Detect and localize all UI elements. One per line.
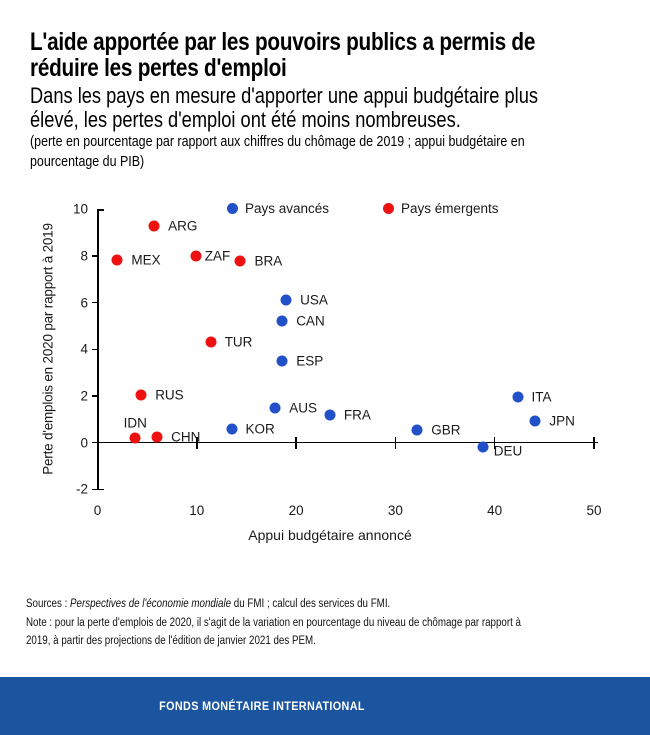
data-point-BRA [235,255,246,266]
x-tick-label: 50 [586,503,602,518]
legend-label-emerging: Pays émergents [401,200,499,216]
y-tick-label: 10 [72,201,88,217]
x-tick-label: 0 [93,503,102,518]
data-point-USA [281,295,292,306]
x-axis-tick [395,437,397,449]
data-point-GBR [412,424,423,435]
data-point-label-FRA: FRA [343,407,371,423]
data-point-label-IDN: IDN [123,415,147,431]
x-tick-label: 40 [487,503,503,518]
data-point-MEX [112,254,123,265]
legend-item-advanced [227,201,329,215]
scatter-chart [0,195,650,555]
title-line-2: réduire les pertes d'emploi [30,54,287,82]
x-axis-title: Appui budgétaire annoncé [248,527,412,543]
data-point-label-CHN: CHN [171,429,201,445]
y-tick-label: 2 [80,388,88,404]
data-point-JPN [530,415,541,426]
data-point-CHN [152,431,163,442]
data-point-label-ITA: ITA [531,389,552,405]
y-axis-tick [92,395,98,397]
y-axis-corner-tick [97,209,104,211]
data-point-TUR [205,337,216,348]
title-line-1: L'aide apportée par les pouvoirs publics a permis de [30,28,536,56]
data-point-RUS [136,389,147,400]
y-tick-label: 4 [80,341,88,357]
data-point-label-RUS: RUS [155,387,184,403]
unit-note [30,132,525,172]
x-tick-label: 30 [387,503,403,518]
data-point-CAN [277,316,288,327]
legend-label-advanced: Pays avancés [245,200,330,216]
data-point-AUS [270,402,281,413]
y-axis-tick [92,302,98,304]
data-point-label-ZAF: ZAF [204,248,231,264]
legend-dot-advanced-icon [227,203,238,214]
y-axis-tick [92,255,98,257]
data-point-ZAF [190,251,201,262]
data-point-label-KOR: KOR [245,421,275,437]
sources-line [26,595,521,614]
data-point-label-AUS: AUS [289,400,317,416]
data-point-FRA [324,409,335,420]
note-line-2: 2019, à partir des projections de l'édition de janvier 2021 des PEM. [26,635,316,647]
data-point-label-GBR: GBR [431,422,461,438]
data-point-label-ARG: ARG [168,218,198,234]
x-tick-label: 20 [288,503,304,518]
y-tick-label: 0 [80,435,88,451]
y-axis-tick [92,489,98,491]
y-tick-label: 8 [80,248,88,264]
legend-dot-emerging-icon [383,203,394,214]
data-point-label-CAN: CAN [296,313,325,329]
data-point-DEU [477,442,488,453]
data-point-IDN [130,433,141,444]
data-point-label-BRA: BRA [254,253,283,269]
page-subtitle [30,84,538,132]
x-axis-tick [295,437,297,449]
data-point-ARG [149,220,160,231]
footer-label: FONDS MONÉTAIRE INTERNATIONAL [159,699,365,713]
unit-note-line-2: pourcentage du PIB) [30,153,145,170]
y-axis-tick [92,349,98,351]
y-tick-label: 6 [80,295,88,311]
footer-bar [0,677,650,735]
y-tick-label: -2 [75,481,88,497]
y-axis-title: Perte d'emplois en 2020 par rapport à 2019 [40,223,56,475]
sources-suffix: du FMI ; calcul des services du FMI. [231,598,391,610]
subtitle-line-1: Dans les pays en mesure d'apporter une appui budgétaire plus [30,83,538,108]
y-axis-tick [92,442,98,444]
data-point-KOR [226,423,237,434]
legend-item-emerging [383,201,499,215]
sources-prefix: Sources : [26,598,71,610]
data-point-ESP [277,356,288,367]
data-point-label-MEX: MEX [131,252,161,268]
data-point-label-DEU: DEU [493,443,523,459]
sources-italic: Perspectives de l'économie mondiale [70,598,232,610]
y-axis-corner-tick [97,489,104,491]
data-point-label-ESP: ESP [296,353,324,369]
data-point-label-TUR: TUR [224,334,253,350]
sources-block [26,595,521,651]
plot-area [0,195,650,555]
data-point-ITA [512,392,523,403]
page-title [30,29,535,81]
note-line-1: Note : pour la perte d'emplois de 2020, il s'agit de la variation en pourcentage du niveau de chômage par rapport à [26,616,521,629]
subtitle-line-2: élevé, les pertes d'emploi ont été moins nombreuses. [30,107,461,132]
unit-note-line-1: (perte en pourcentage par rapport aux chiffres du chômage de 2019 ; appui budgétaire en [30,133,525,150]
x-axis-tick [593,437,595,449]
x-tick-label: 10 [189,503,205,518]
data-point-label-USA: USA [300,292,328,308]
data-point-label-JPN: JPN [549,413,575,429]
